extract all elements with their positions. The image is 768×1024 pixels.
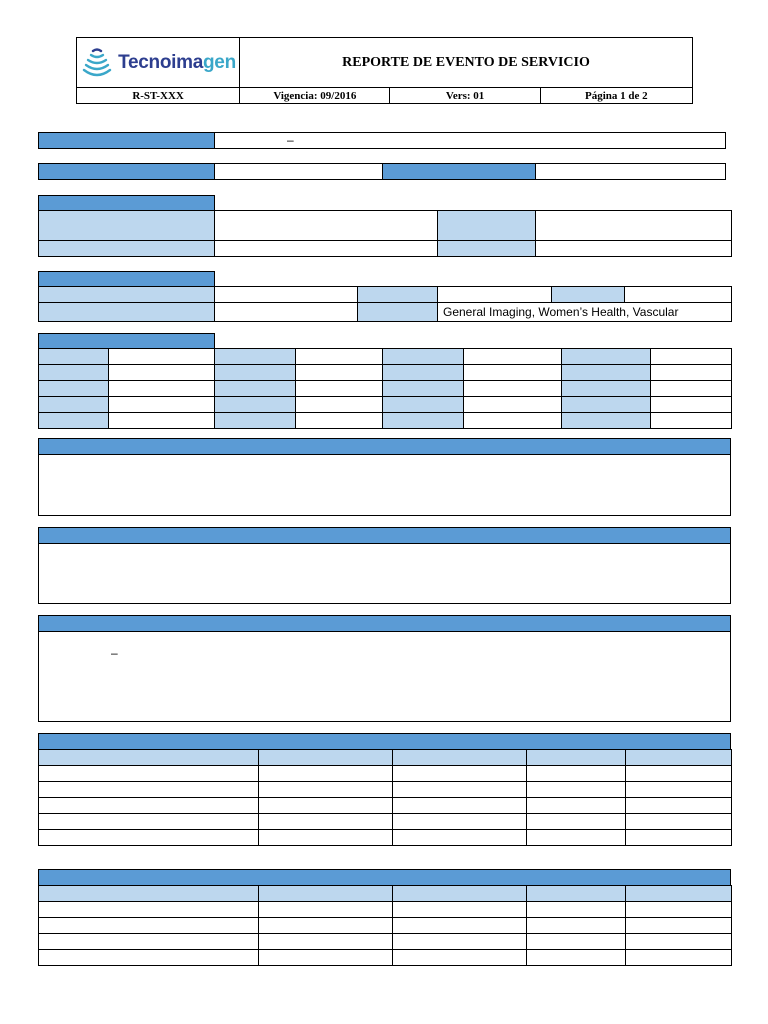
- section4-header: [38, 271, 215, 287]
- section3-field[interactable]: [215, 211, 438, 241]
- section5-row: [39, 397, 732, 413]
- section9-header: [38, 733, 731, 750]
- section3-label: [438, 241, 536, 257]
- section3-field[interactable]: [215, 241, 438, 257]
- table-row: [39, 918, 732, 934]
- table-row: [39, 950, 732, 966]
- section7-textarea[interactable]: [38, 543, 731, 604]
- section3-label: [39, 241, 215, 257]
- section2-field-b[interactable]: [535, 163, 726, 180]
- section1-label: [38, 132, 215, 149]
- section6-textarea[interactable]: [38, 454, 731, 516]
- table-row: [39, 766, 732, 782]
- section1-value: –: [287, 133, 294, 147]
- section4-field[interactable]: [625, 287, 732, 303]
- section6-header: [38, 438, 731, 455]
- section7-header: [38, 527, 731, 544]
- section4-modality-field[interactable]: [438, 303, 732, 322]
- section5-header: [38, 333, 215, 349]
- document-meta-row: [76, 87, 693, 104]
- section8-header: [38, 615, 731, 632]
- section8-note: –: [111, 646, 118, 660]
- document-vigencia: Vigencia: 09/2016: [240, 88, 390, 103]
- company-logo: [76, 37, 240, 88]
- section5-table: [38, 348, 732, 429]
- section4-field[interactable]: [215, 303, 358, 322]
- section3-field[interactable]: [536, 211, 732, 241]
- table-row: [39, 782, 732, 798]
- section5-row: [39, 365, 732, 381]
- section10-column-headers: [39, 886, 732, 902]
- section3-label: [39, 211, 215, 241]
- section9-column-headers: [39, 750, 732, 766]
- section4-label: [39, 303, 215, 322]
- section10-header: [38, 869, 731, 886]
- section3-field[interactable]: [536, 241, 732, 257]
- section2-label-a: [38, 163, 215, 180]
- document-version: Vers: 01: [390, 88, 540, 103]
- document-title: REPORTE DE EVENTO DE SERVICIO: [239, 37, 693, 88]
- logo-text: Tecnoimagen: [118, 51, 236, 73]
- section3-table: [38, 210, 732, 257]
- table-row: [39, 902, 732, 918]
- table-row: [39, 830, 732, 846]
- section4-label: [39, 287, 215, 303]
- section3-header: [38, 195, 215, 211]
- document-code: R-ST-XXX: [77, 88, 240, 103]
- table-row: [39, 814, 732, 830]
- section4-field[interactable]: [215, 287, 358, 303]
- document-page: Página 1 de 2: [585, 89, 648, 102]
- section10-table: [38, 885, 732, 966]
- section8-textarea[interactable]: [38, 631, 731, 722]
- section9-table: [38, 749, 732, 846]
- section5-row: [39, 381, 732, 397]
- section5-row: [39, 349, 732, 365]
- section2-field-a[interactable]: [214, 163, 383, 180]
- section4-field[interactable]: [438, 287, 552, 303]
- table-row: [39, 798, 732, 814]
- table-row: [39, 934, 732, 950]
- section4-table: [38, 286, 732, 322]
- section5-row: [39, 413, 732, 429]
- section1-field[interactable]: [214, 132, 726, 149]
- section4-label: [358, 303, 438, 322]
- logo-waves-icon: [80, 48, 114, 78]
- section3-label: [438, 211, 536, 241]
- section4-modality-value: General Imaging, Women’s Health, Vascular: [443, 305, 679, 319]
- section4-label: [358, 287, 438, 303]
- section2-label-b: [382, 163, 536, 180]
- section4-label: [552, 287, 625, 303]
